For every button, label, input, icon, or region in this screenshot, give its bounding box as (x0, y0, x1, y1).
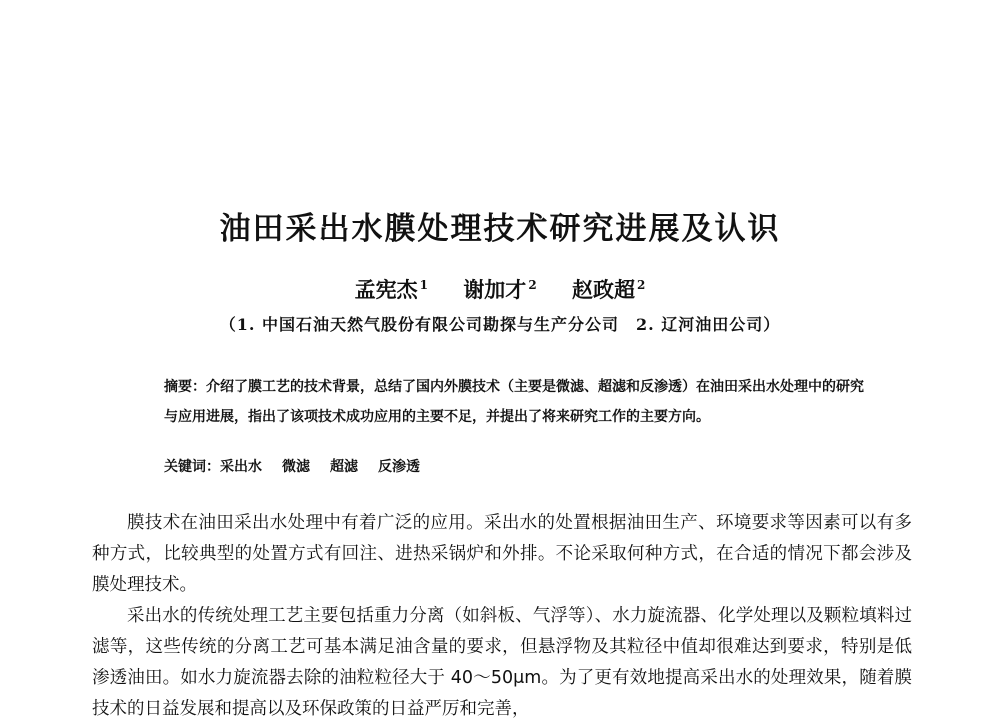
abstract-label: 摘要： (164, 379, 206, 395)
keyword: 超滤 (330, 459, 358, 475)
paragraph: 膜技术在油田采出水处理中有着广泛的应用。采出水的处置根据油田生产、环境要求等因素可以有多种方式，比较典型的处置方式有回注、进热采锅炉和外排。不论采取何种方式，在合适的情况下都会涉及膜处理技术。 (92, 513, 912, 595)
abstract (134, 372, 874, 432)
affiliations: （1. 中国石油天然气股份有限公司勘探与生产分公司 2. 辽河油田公司） (219, 315, 781, 334)
keyword: 反渗透 (378, 459, 420, 475)
keywords (164, 456, 440, 476)
abstract-text: 介绍了膜工艺的技术背景，总结了国内外膜技术（主要是微滤、超滤和反渗透）在油田采出水处理中的研究与应用进展，指出了该项技术成功应用的主要不足，并提出了将来研究工作的主要方向。 (164, 379, 864, 425)
paper-title: 油田采出水膜处理技术研究进展及认识 (219, 211, 781, 247)
author: 孟宪杰 $^1$ (354, 277, 428, 302)
body-text (92, 508, 912, 725)
keywords-label: 关键词： (164, 459, 220, 475)
keyword: 微滤 (282, 459, 310, 475)
author: 赵政超 $^2$ (571, 277, 646, 302)
keyword: 采出水 (220, 459, 262, 475)
author: 谢加才 $^2$ (463, 277, 537, 302)
author-list (0, 274, 1000, 304)
paragraph: 采出水的传统处理工艺主要包括重力分离（如斜板、气浮等）、水力旋流器、化学处理以及颗粒填料过滤等，这些传统的分离工艺可基本满足油含量的要求，但悬浮物及其粒径中值却很难达到要求，特别是低渗透油田。如水力旋流器去除的油粒粒径大于 40～50μm。为了更有效地提高采出水的处理效果，随着膜技术的日益发展和提高以及环保政策的日益严厉和完善， (92, 606, 912, 719)
